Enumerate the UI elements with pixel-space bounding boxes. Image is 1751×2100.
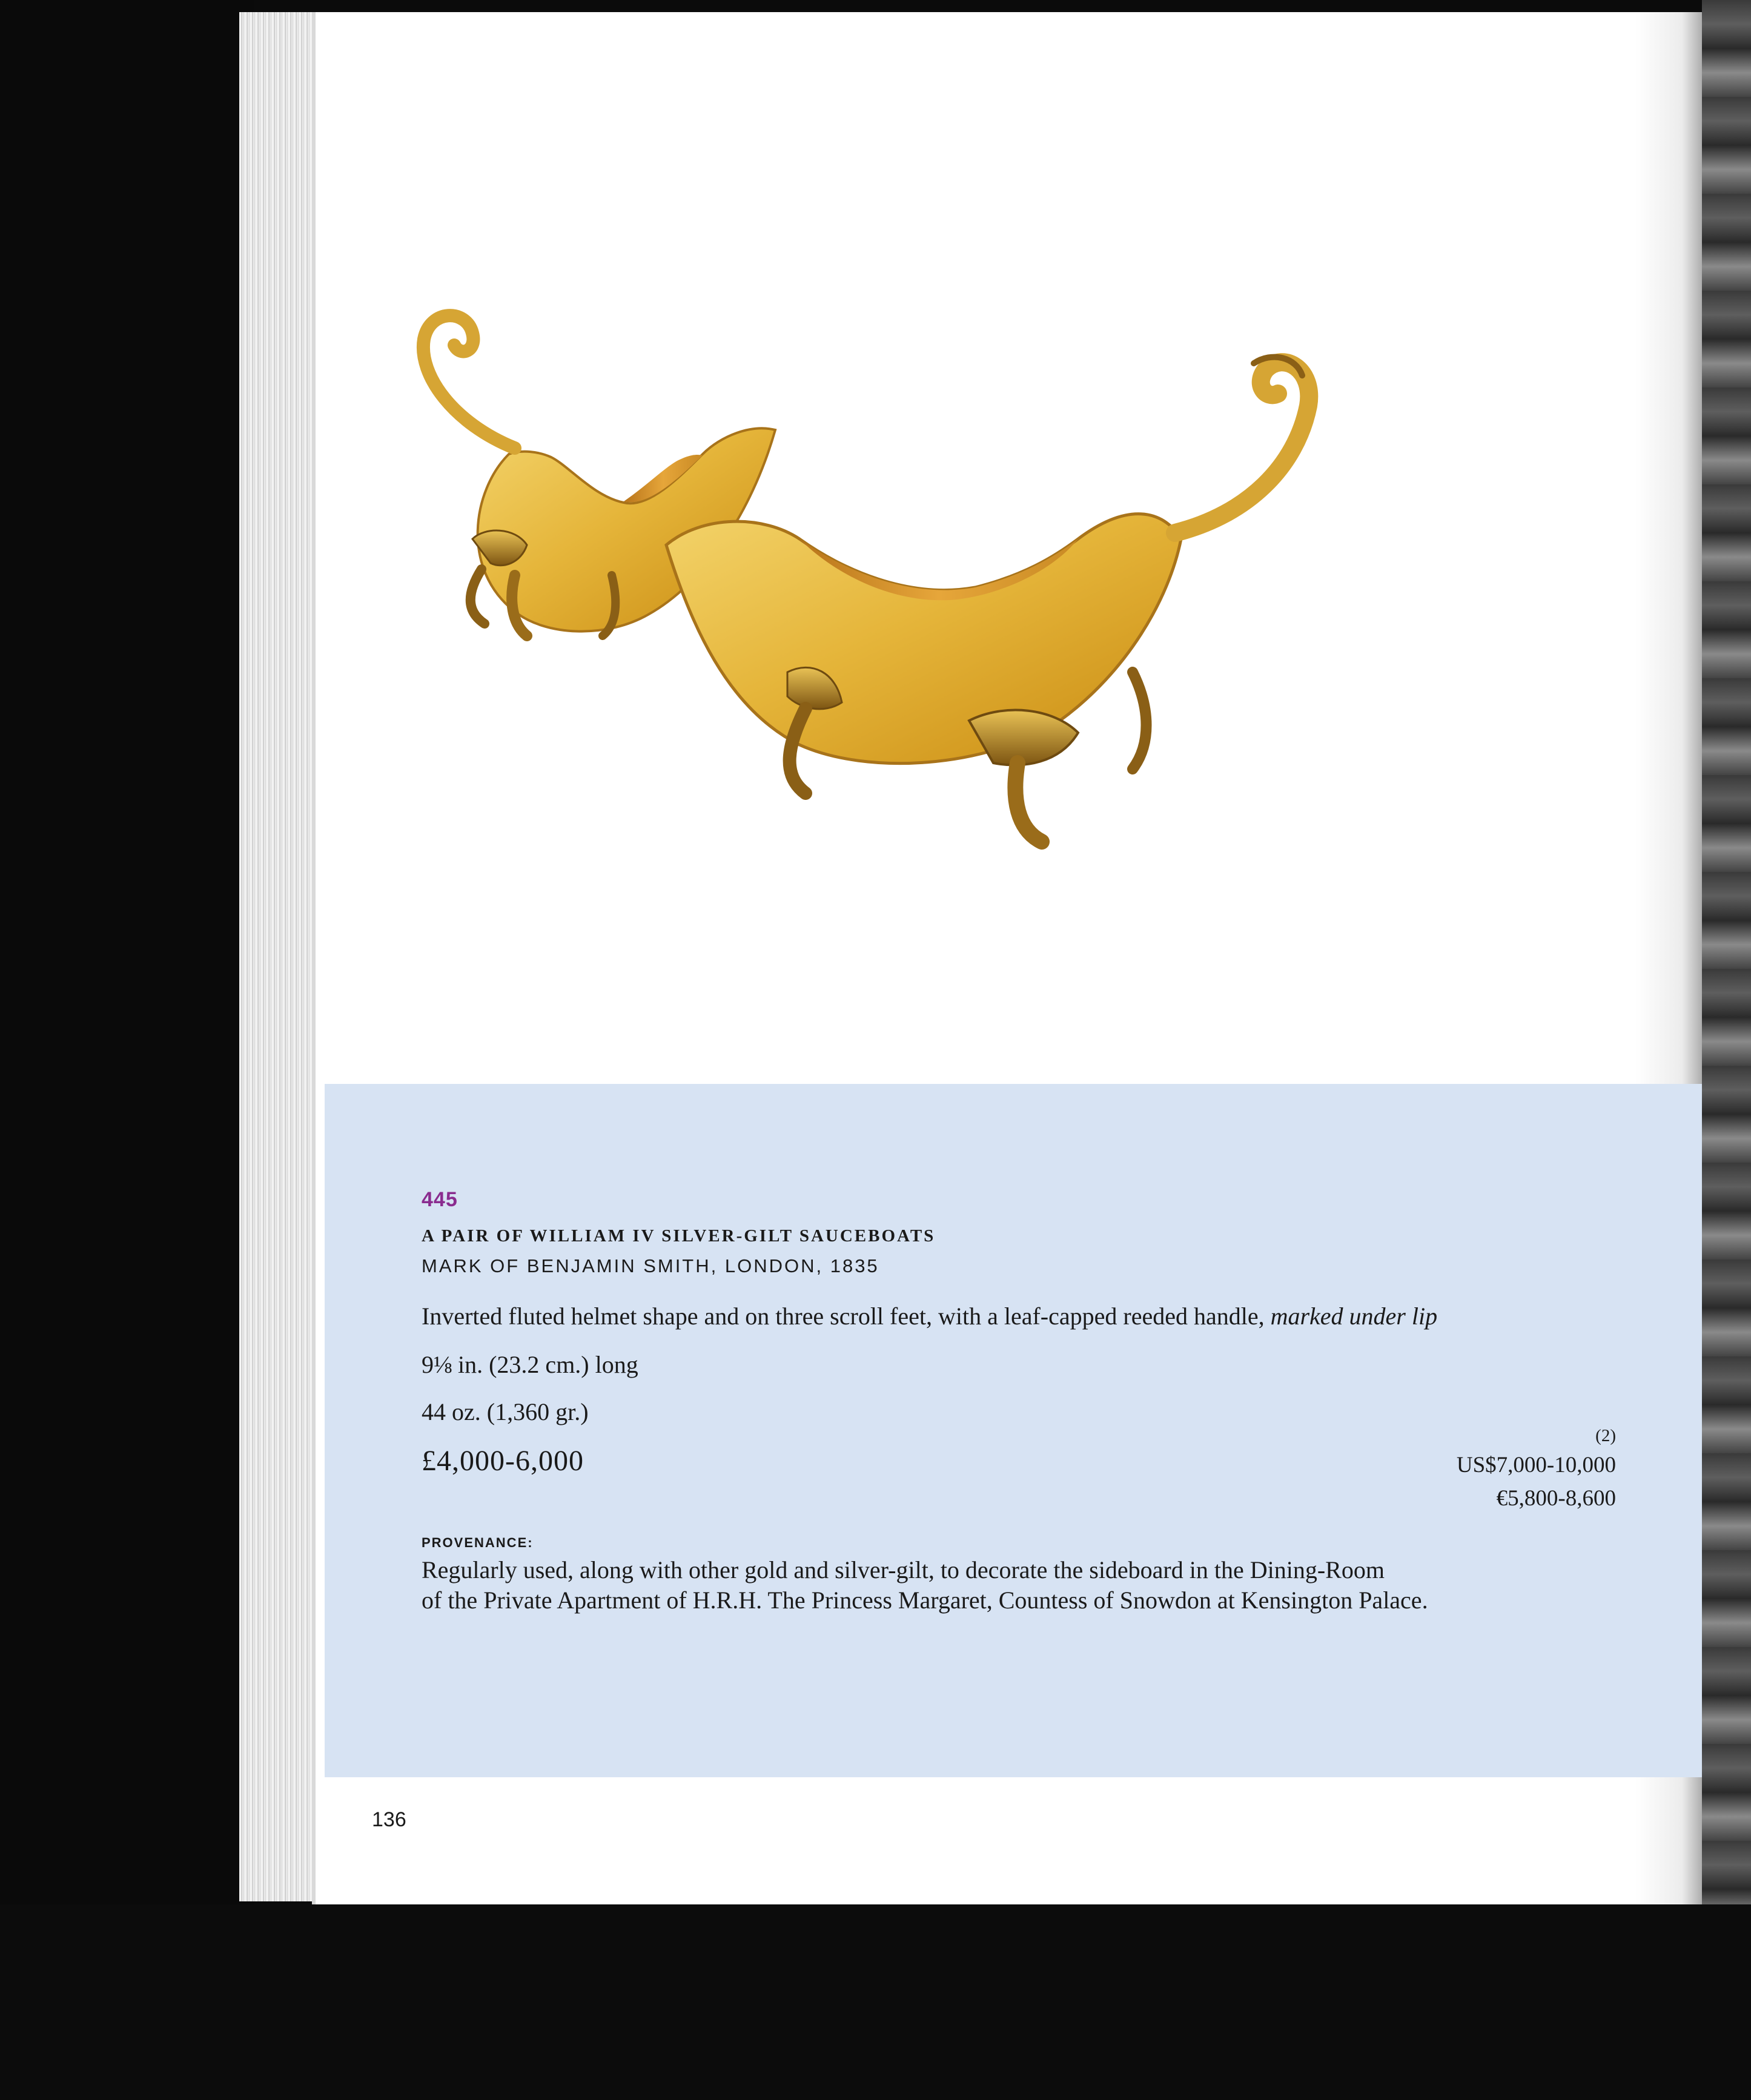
provenance-line-1: Regularly used, along with other gold and silver-gilt, to decorate the sideboard in the Dining-Room <box>422 1556 1385 1583</box>
page-edges <box>239 12 318 1901</box>
lot-description <box>422 1302 1437 1330</box>
background-bottom <box>0 1904 1751 2100</box>
estimate-usd: US$7,000-10,000 <box>1456 1453 1616 1478</box>
lot-info-panel <box>325 1084 1702 1777</box>
background-left <box>0 0 254 2100</box>
provenance-text <box>422 1555 1572 1616</box>
dimensions: 9⅛ in. (23.2 cm.) long <box>422 1351 638 1378</box>
weight: 44 oz. (1,360 gr.) <box>422 1398 589 1425</box>
quantity: (2) <box>1595 1426 1616 1445</box>
gutter <box>312 12 316 1904</box>
sauceboats-photo <box>363 285 1720 1072</box>
page-number: 136 <box>372 1808 406 1831</box>
lot-number: 445 <box>422 1188 458 1211</box>
provenance-line-2: of the Private Apartment of H.R.H. The Princess Margaret, Countess of Snowdon at Kensington Palace. <box>422 1587 1428 1614</box>
provenance-label: PROVENANCE: <box>422 1535 534 1550</box>
estimate-gbp: £4,000-6,000 <box>422 1445 584 1477</box>
description-italic: marked under lip <box>1270 1303 1438 1330</box>
maker-mark: MARK OF BENJAMIN SMITH, LONDON, 1835 <box>422 1255 879 1276</box>
estimate-eur: €5,800-8,600 <box>1496 1486 1616 1511</box>
description-text: Inverted fluted helmet shape and on three scroll feet, with a leaf-capped reeded handle, <box>422 1303 1265 1330</box>
lot-title: A PAIR OF WILLIAM IV SILVER-GILT SAUCEBOATS <box>422 1226 936 1246</box>
